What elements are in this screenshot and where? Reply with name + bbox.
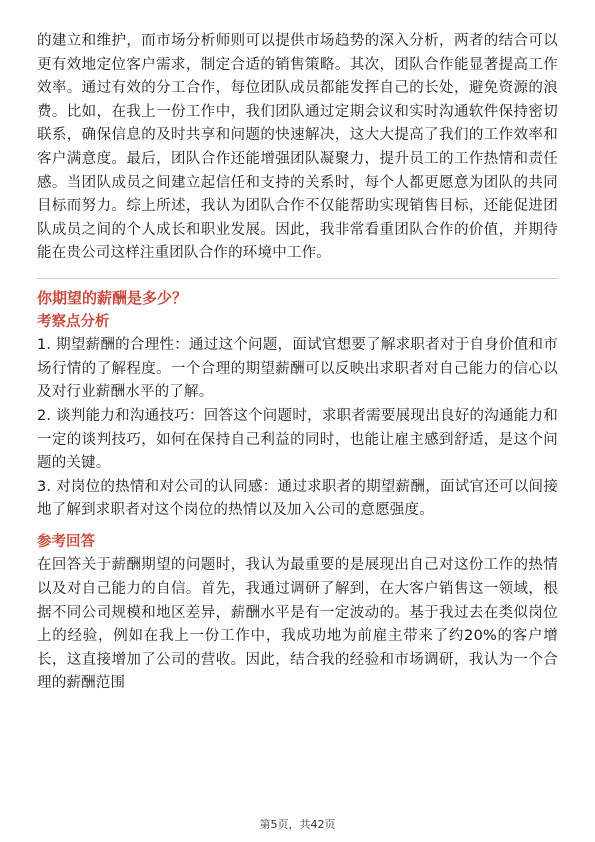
intro-paragraph: 的建立和维护，而市场分析师则可以提供市场趋势的深入分析，两者的结合可以更有效地定位客户需求，制定合适的销售策略。其次，团队合作能显著提高工作效率。通过有效的分工合作，每位团队成员都能发挥自己的长处，避免资源的浪费。比如，在我上一份工作中，我们团队通过定期会议和实时沟通软件保持密切联系，确保信息的及时共享和问题的快速解决，这大大提高了我们的工作效率和客户满意度。最后，团队合作还能增强团队凝聚力，提升员工的工作热情和责任感。当团队成员之间建立起信任和支持的关系时，每个人都更愿意为团队的共同目标而努力。综上所述，我认为团队合作不仅能帮助实现销售目标，还能促进团队成员之间的个人成长和职业发展。因此，我非常看重团队合作的价值，并期待能在贵公司这样注重团队合作的环境中工作。 bbox=[37, 33, 558, 262]
page-footer: 第5页，共42页 bbox=[259, 818, 336, 831]
analysis-point-1: 1. 期望薪酬的合理性：通过这个问题，面试官想要了解求职者对于自身价值和市场行情的了解程度。一个合理的期望薪酬可以反映出求职者对自己能力的信心以及对行业薪酬水平的了解。 bbox=[37, 337, 558, 401]
document-page bbox=[37, 30, 558, 696]
analysis-heading: 考察点分析 bbox=[37, 313, 110, 330]
analysis-point-2: 2. 谈判能力和沟通技巧：回答这个问题时，求职者需要展现出良好的沟通能力和一定的谈判技巧，如何在保持自己利益的同时，也能让雇主感到舒适，是这个问题的关键。 bbox=[37, 407, 558, 472]
question-heading: 你期望的薪酬是多少？ bbox=[37, 288, 188, 307]
answer-paragraph: 在回答关于薪酬期望的问题时，我认为最重要的是展现出自己对这份工作的热情以及对自己能力的自信。首先，我通过调研了解到，在大客户销售这一领域，根据不同公司规模和地区差异，薪酬水平是有一定波动的。基于我过去在类似岗位上的经验，例如在我上一份工作中，我成功地为前雇主带来了约20%的客户增长，这直接增加了公司的营收。因此，结合我的经验和市场调研，我认为一个合理的薪酬范围 bbox=[37, 557, 558, 692]
analysis-point-3: 3. 对岗位的热情和对公司的认同感：通过求职者的期望薪酬，面试官还可以间接地了解到求职者对这个岗位的热情以及加入公司的意愿强度。 bbox=[37, 478, 558, 519]
section-divider bbox=[37, 278, 558, 279]
answer-heading: 参考回答 bbox=[37, 533, 95, 550]
